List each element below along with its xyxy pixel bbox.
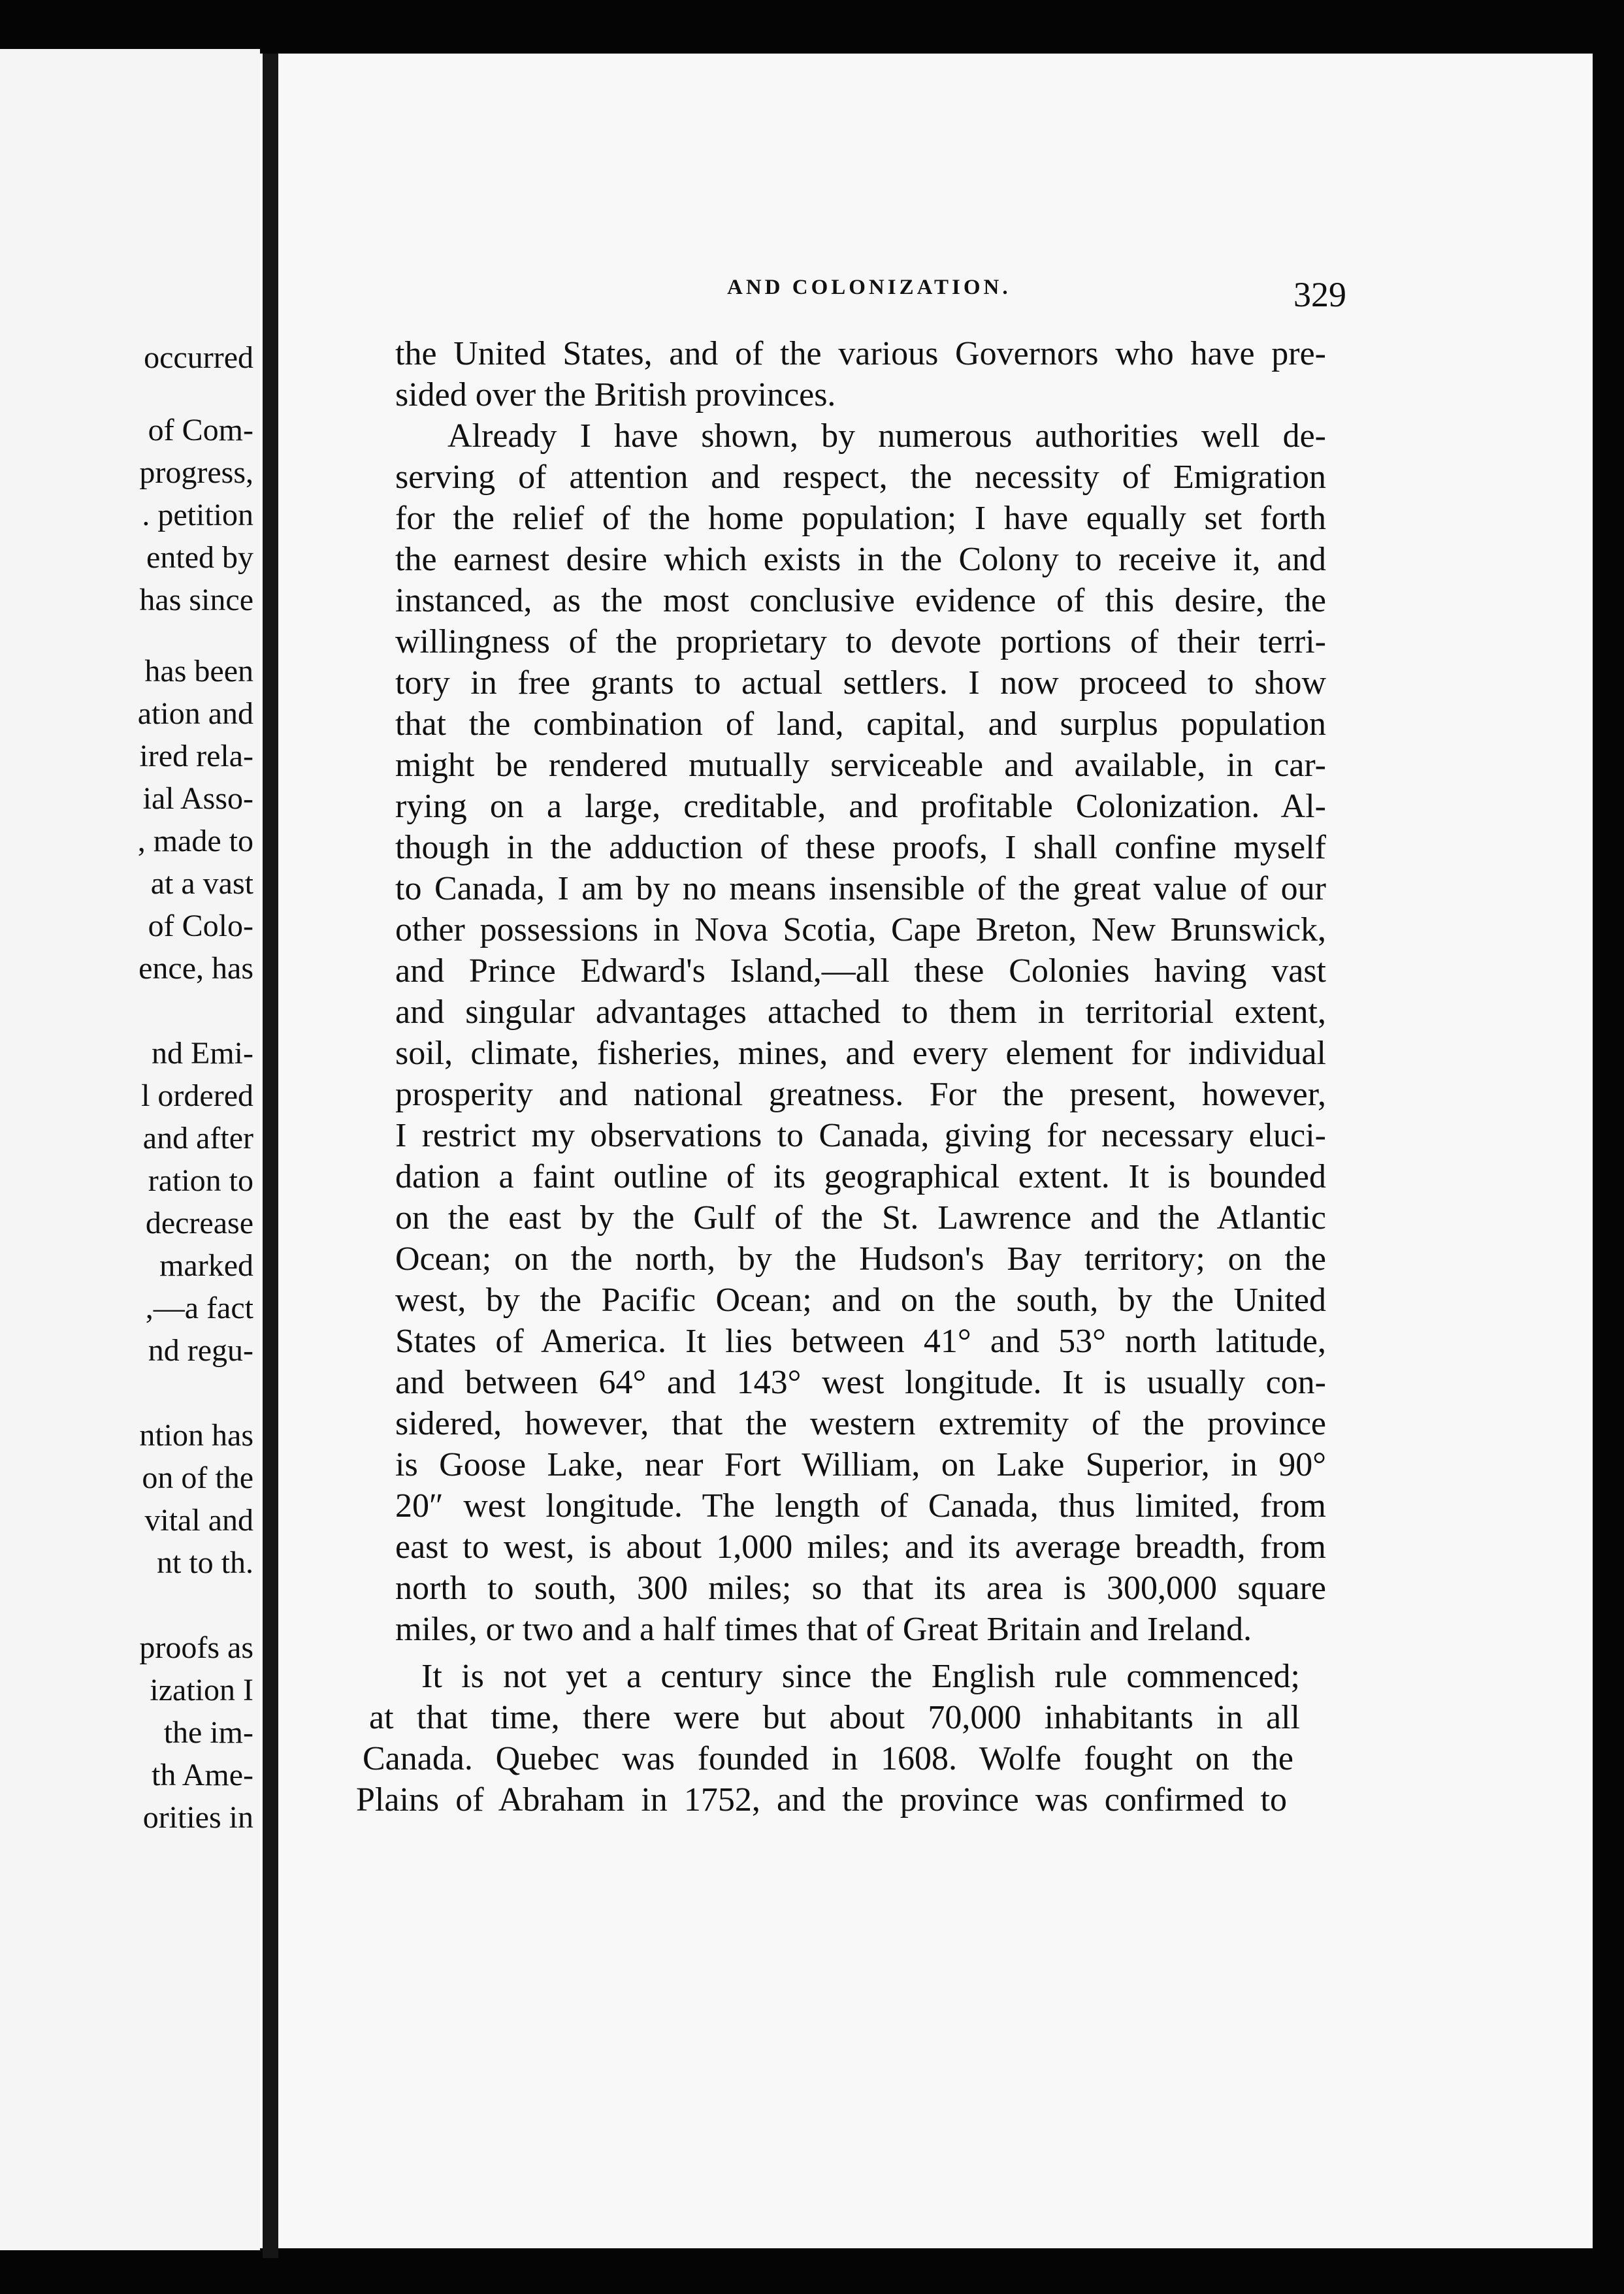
body-text-line: and singular advantages attached to them in territorial extent, (395, 994, 1326, 1031)
left-page-line: has since (139, 583, 253, 617)
left-page-line: occurred (144, 340, 253, 375)
body-text-line: soil, climate, fisheries, mines, and every element for individual (395, 1035, 1326, 1072)
body-text-line: It is not yet a century since the English rule commenced; (421, 1658, 1300, 1695)
body-text-line: Already I have shown, by numerous authorities well de- (447, 417, 1326, 455)
body-text-line: sidered, however, that the western extremity of the province (395, 1405, 1326, 1442)
body-text-line: Plains of Abraham in 1752, and the province was confirmed to (356, 1781, 1287, 1818)
book-spine-gutter (263, 54, 278, 2258)
body-text-line: miles, or two and a half times that of Great Britain and Ireland. (395, 1611, 1252, 1648)
left-page-line: of Colo- (148, 909, 253, 943)
body-text-line: might be rendered mutually serviceable and available, in car- (395, 747, 1326, 784)
body-text-line: that the combination of land, capital, and surplus population (395, 705, 1326, 743)
scan-border-bottom (0, 2248, 1624, 2294)
left-page-line: has been (144, 654, 253, 688)
left-page-line: ence, has (138, 951, 253, 986)
left-page-line: ,—a fact (145, 1291, 253, 1325)
left-page-line: ial Asso- (142, 781, 253, 816)
body-text-line: instanced, as the most conclusive evidence of this desire, the (395, 582, 1326, 619)
body-text-line: for the relief of the home population; I have equally set forth (395, 500, 1326, 537)
left-page-line: ented by (146, 540, 253, 575)
body-text-line: to Canada, I am by no means insensible of the great value of our (395, 870, 1326, 907)
body-text-line: other possessions in Nova Scotia, Cape Breton, New Brunswick, (395, 911, 1326, 948)
left-page-line: ization I (150, 1673, 253, 1707)
left-page-line: , made to (137, 824, 253, 858)
left-page-line: on of the (142, 1461, 253, 1495)
body-text-line: the earnest desire which exists in the Colony to receive it, and (395, 541, 1326, 578)
body-text-line: the United States, and of the various Governors who have pre- (395, 335, 1326, 372)
body-text-line: Canada. Quebec was founded in 1608. Wolfe fought on the (363, 1740, 1293, 1777)
body-text-line: sided over the British provinces. (395, 376, 836, 413)
body-text-line: though in the adduction of these proofs, I shall confine myself (395, 829, 1326, 866)
left-page-fragment (0, 49, 260, 2250)
left-page-line: decrease (145, 1206, 253, 1240)
left-page-line: progress, (139, 455, 253, 490)
body-text-line: on the east by the Gulf of the St. Lawrence and the Atlantic (395, 1199, 1326, 1236)
running-head: AND COLONIZATION. (727, 276, 1011, 299)
left-page-line: and after (142, 1121, 253, 1155)
left-page-line: orities in (142, 1800, 253, 1835)
left-page-line: . petition (142, 498, 253, 532)
body-text-line: and Prince Edward's Island,—all these Colonies having vast (395, 952, 1326, 990)
body-text-line: and between 64° and 143° west longitude. It is usually con- (395, 1364, 1326, 1401)
left-page-line: marked (159, 1248, 253, 1283)
left-page-line: ration to (148, 1163, 253, 1198)
left-page-line: nd Emi- (152, 1036, 253, 1071)
left-page-line: the im- (163, 1715, 253, 1750)
left-page-line: ation and (137, 696, 253, 731)
left-page-line: vital and (144, 1503, 253, 1538)
body-text-line: States of America. It lies between 41° and 53° north latitude, (395, 1323, 1326, 1360)
body-text-line: west, by the Pacific Ocean; and on the south, by the United (395, 1282, 1326, 1319)
left-page-line: nt to th. (156, 1545, 253, 1580)
left-page-line: ntion has (139, 1418, 253, 1453)
body-text-line: prosperity and national greatness. For the present, however, (395, 1076, 1326, 1113)
body-text-line: north to south, 300 miles; so that its area is 300,000 square (395, 1570, 1326, 1607)
body-text-line: I restrict my observations to Canada, giving for necessary eluci- (395, 1117, 1326, 1154)
body-text-line: dation a faint outline of its geographical extent. It is bounded (395, 1158, 1326, 1195)
body-text-line: east to west, is about 1,000 miles; and its average breadth, from (395, 1528, 1326, 1566)
body-text-line: is Goose Lake, near Fort William, on Lake Superior, in 90° (395, 1446, 1326, 1483)
body-text-line: tory in free grants to actual settlers. I now proceed to show (395, 664, 1326, 702)
body-text-line: Ocean; on the north, by the Hudson's Bay territory; on the (395, 1240, 1326, 1278)
left-page-line: nd regu- (148, 1333, 253, 1368)
body-text-line: 20″ west longitude. The length of Canada, thus limited, from (395, 1487, 1326, 1525)
left-page-line: at a vast (150, 866, 253, 901)
body-text-line: rying on a large, creditable, and profitable Colonization. Al- (395, 788, 1326, 825)
body-text-line: at that time, there were but about 70,000 inhabitants in all (369, 1699, 1300, 1736)
scan-border-top (0, 0, 1624, 54)
left-page-line: th Ame- (152, 1758, 253, 1792)
scan-border-right (1593, 0, 1624, 2294)
body-text-line: willingness of the proprietary to devote portions of their terri- (395, 623, 1326, 660)
page-number: 329 (1293, 275, 1346, 314)
left-page-line: ired rela- (139, 739, 253, 773)
body-text-line: serving of attention and respect, the necessity of Emigration (395, 459, 1326, 496)
left-page-line: of Com- (148, 413, 253, 447)
left-page-line: l ordered (141, 1078, 253, 1113)
left-page-line: proofs as (139, 1630, 253, 1665)
